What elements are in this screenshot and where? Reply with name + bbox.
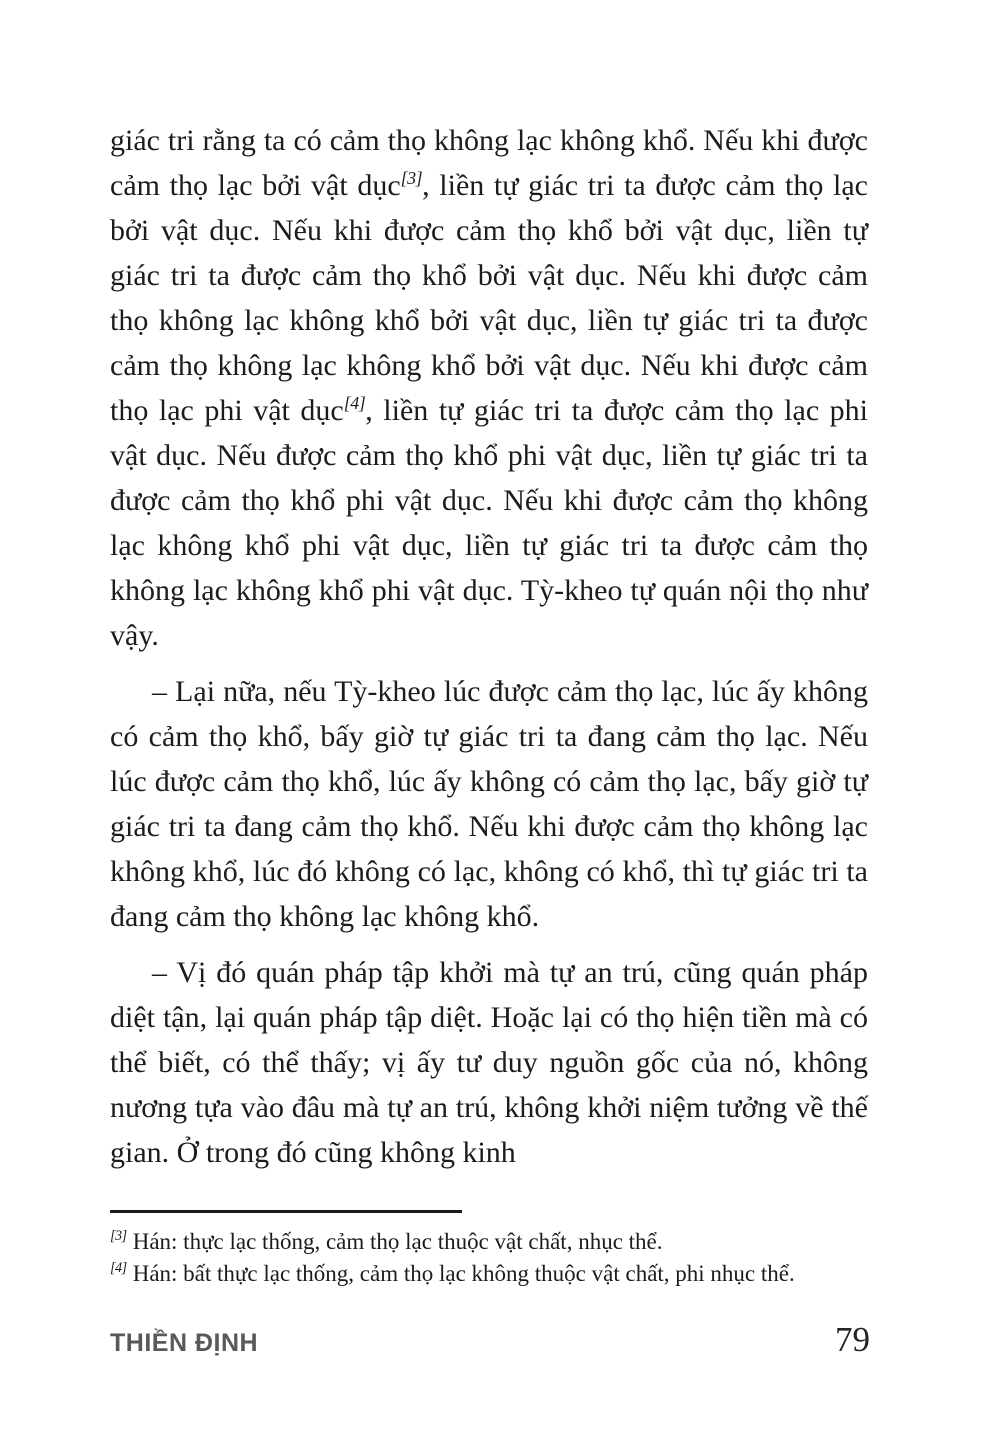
- paragraph: – Lại nữa, nếu Tỳ-kheo lúc được cảm thọ lạc, lúc ấy không có cảm thọ khổ, bấy giờ tự giác tri ta đang cảm thọ lạc. Nếu lúc được cảm thọ khổ, lúc ấy không có cảm thọ lạc, bấy giờ tự giác tri ta đang cảm thọ khổ. Nếu khi được cảm thọ không lạc không khổ, lúc đó không có lạc, không có khổ, thì tự giác tri ta đang cảm thọ không lạc không khổ.: [110, 675, 868, 933]
- footnotes: [110, 1226, 888, 1290]
- footnote: [4] Hán: bất thực lạc thống, cảm thọ lạc không thuộc vật chất, phi nhục thể.: [110, 1260, 795, 1286]
- footnote-separator: [110, 1210, 462, 1213]
- page-number: 79: [835, 1320, 870, 1359]
- page-body: [110, 118, 868, 1175]
- paragraph: – Vị đó quán pháp tập khởi mà tự an trú, cũng quán pháp diệt tận, lại quán pháp tập diệt. Hoặc lại có thọ hiện tiền mà có thể biết, có thể thấy; vị ấy tư duy nguồn gốc của nó, không nương tựa vào đâu mà tự an trú, không khởi niệm tưởng về thế gian. Ở trong đó cũng không kinh: [110, 956, 868, 1169]
- page-footer: [110, 1320, 870, 1360]
- footnote-marker: [3]: [110, 1228, 127, 1245]
- footnote-marker: [4]: [110, 1260, 127, 1277]
- footnote-ref: [4]: [343, 393, 366, 413]
- footnote: [3] Hán: thực lạc thống, cảm thọ lạc thuộc vật chất, nhục thể.: [110, 1228, 663, 1254]
- running-title: THIỀN ĐỊNH: [110, 1329, 259, 1357]
- footnote-ref: [3]: [400, 168, 423, 188]
- paragraph: giác tri rằng ta có cảm thọ không lạc không khổ. Nếu khi được cảm thọ lạc bởi vật dục[3], liền tự giác tri ta được cảm thọ lạc bởi vật dục. Nếu khi được cảm thọ khổ bởi vật dục, liền tự giác tri ta được cảm thọ khổ bởi vật dục. Nếu khi được cảm thọ không lạc không khổ bởi vật dục, liền tự giác tri ta được cảm thọ không lạc không khổ bởi vật dục. Nếu khi được cảm thọ lạc phi vật dục[4], liền tự giác tri ta được cảm thọ lạc phi vật dục. Nếu được cảm thọ khổ phi vật dục, liền tự giác tri ta được cảm thọ khổ phi vật dục. Nếu khi được cảm thọ không lạc không khổ phi vật dục, liền tự giác tri ta được cảm thọ không lạc không khổ phi vật dục. Tỳ-kheo tự quán nội thọ như vậy.: [110, 124, 868, 652]
